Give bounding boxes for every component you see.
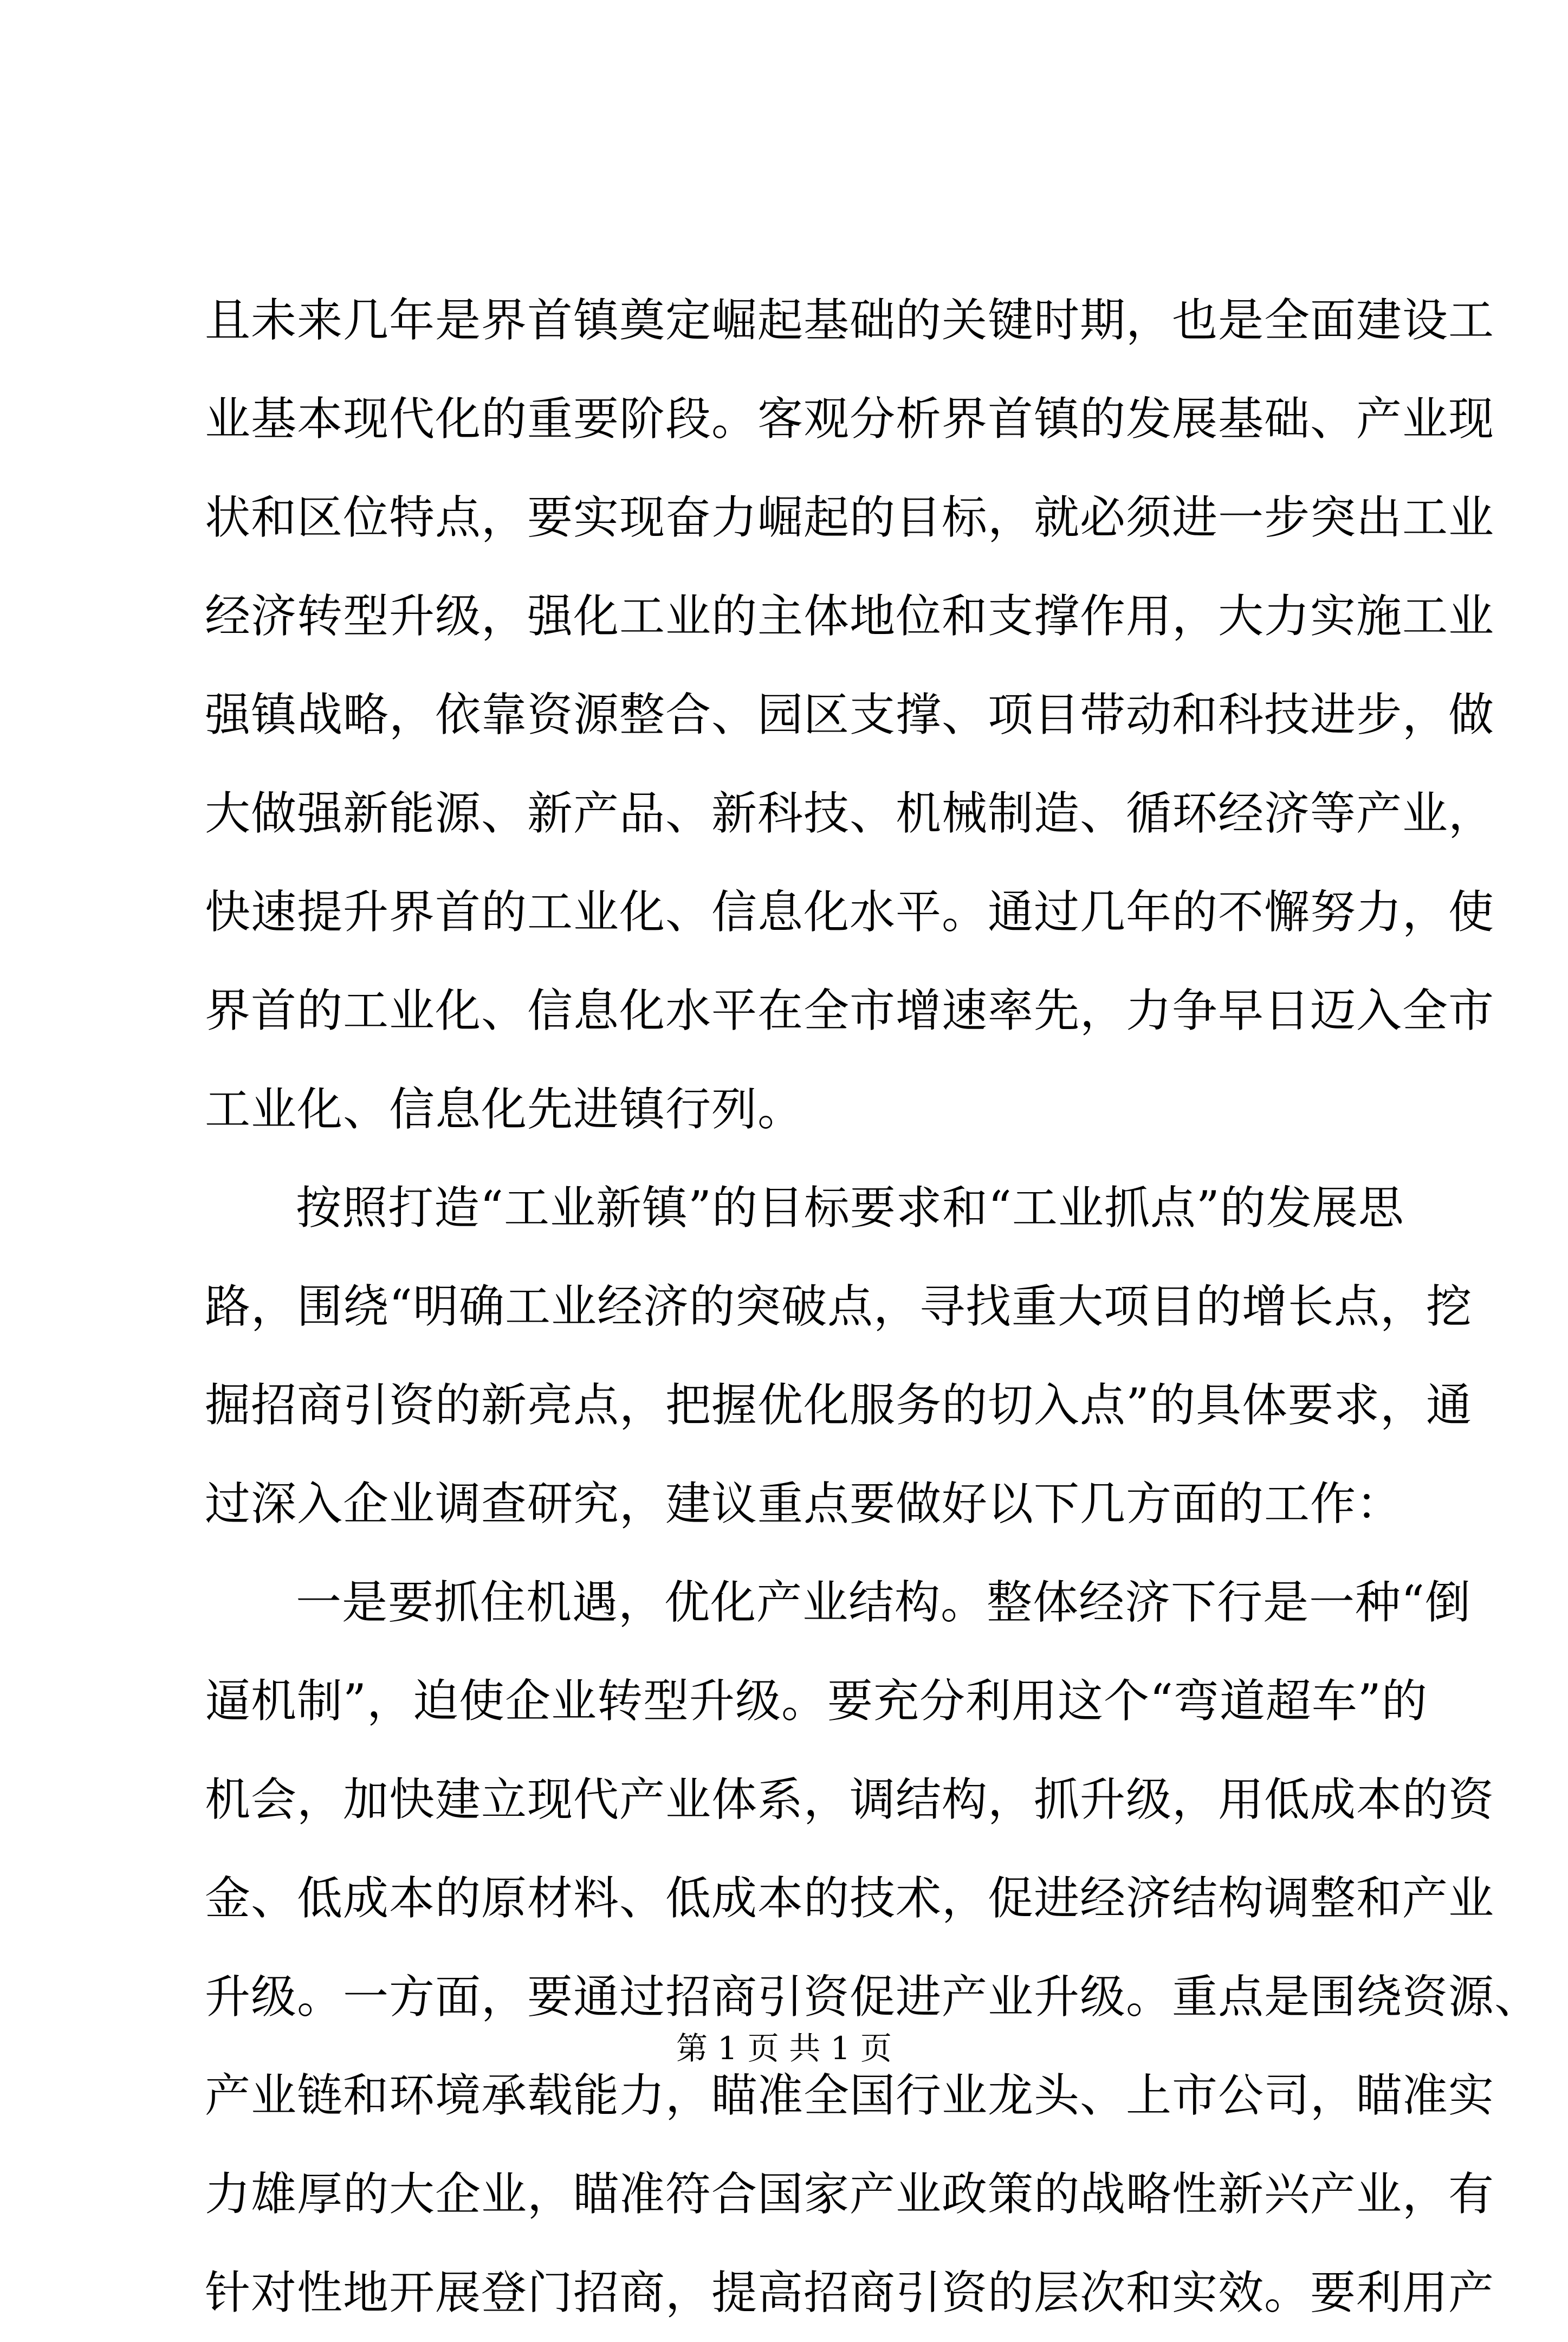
paragraph-1-line-1: 且未来几年是界首镇奠定崛起基础的关键时期，也是全面建设工 — [205, 294, 1495, 347]
paragraph-2-line-1: 按照打造“工业新镇”的目标要求和“工业抓点”的发展思 — [296, 1181, 1404, 1234]
paragraph-3-line-6: 产业链和环境承载能力，瞄准全国行业龙头、上市公司，瞄准实 — [205, 2069, 1495, 2122]
paragraph-3-line-5: 升级。一方面，要通过招商引资促进产业升级。重点是围绕资源、 — [205, 1970, 1541, 2023]
paragraph-1-line-4: 经济转型升级，强化工业的主体地位和支撑作用，大力实施工业 — [205, 590, 1495, 643]
paragraph-2-line-2: 路，围绕“明确工业经济的突破点，寻找重大项目的增长点，挖 — [205, 1280, 1472, 1333]
paragraph-2-line-4: 过深入企业调查研究，建议重点要做好以下几方面的工作： — [205, 1477, 1403, 1530]
paragraph-1-line-5: 强镇战略，依靠资源整合、园区支撑、项目带动和科技进步，做 — [205, 688, 1495, 741]
paragraph-3-line-3: 机会，加快建立现代产业体系，调结构，抓升级，用低成本的资 — [205, 1773, 1495, 1826]
paragraph-2-line-3: 掘招商引资的新亮点，把握优化服务的切入点”的具体要求，通 — [205, 1379, 1472, 1432]
paragraph-3-line-8: 针对性地开展登门招商，提高招商引资的层次和实效。要利用产 — [205, 2266, 1495, 2319]
page-number-footer: 第 1 页 共 1 页 — [676, 2030, 892, 2067]
paragraph-1-line-2: 业基本现代化的重要阶段。客观分析界首镇的发展基础、产业现 — [205, 392, 1495, 445]
paragraph-1-line-8: 界首的工业化、信息化水平在全市增速率先，力争早日迈入全市 — [205, 984, 1495, 1037]
paragraph-1-line-9: 工业化、信息化先进镇行列。 — [205, 1083, 804, 1136]
paragraph-3-line-7: 力雄厚的大企业，瞄准符合国家产业政策的战略性新兴产业，有 — [205, 2168, 1495, 2221]
paragraph-1-line-6: 大做强新能源、新产品、新科技、机械制造、循环经济等产业， — [205, 787, 1495, 840]
paragraph-3-line-2: 逼机制”，迫使企业转型升级。要充分利用这个“弯道超车”的 — [205, 1674, 1428, 1728]
paragraph-1-line-7: 快速提升界首的工业化、信息化水平。通过几年的不懈努力，使 — [205, 885, 1495, 939]
paragraph-1-line-3: 状和区位特点，要实现奋力崛起的目标，就必须进一步突出工业 — [205, 491, 1495, 544]
paragraph-3-line-4: 金、低成本的原材料、低成本的技术，促进经济结构调整和产业 — [205, 1872, 1495, 1925]
paragraph-3-line-1: 一是要抓住机遇，优化产业结构。整体经济下行是一种“倒 — [296, 1576, 1471, 1629]
